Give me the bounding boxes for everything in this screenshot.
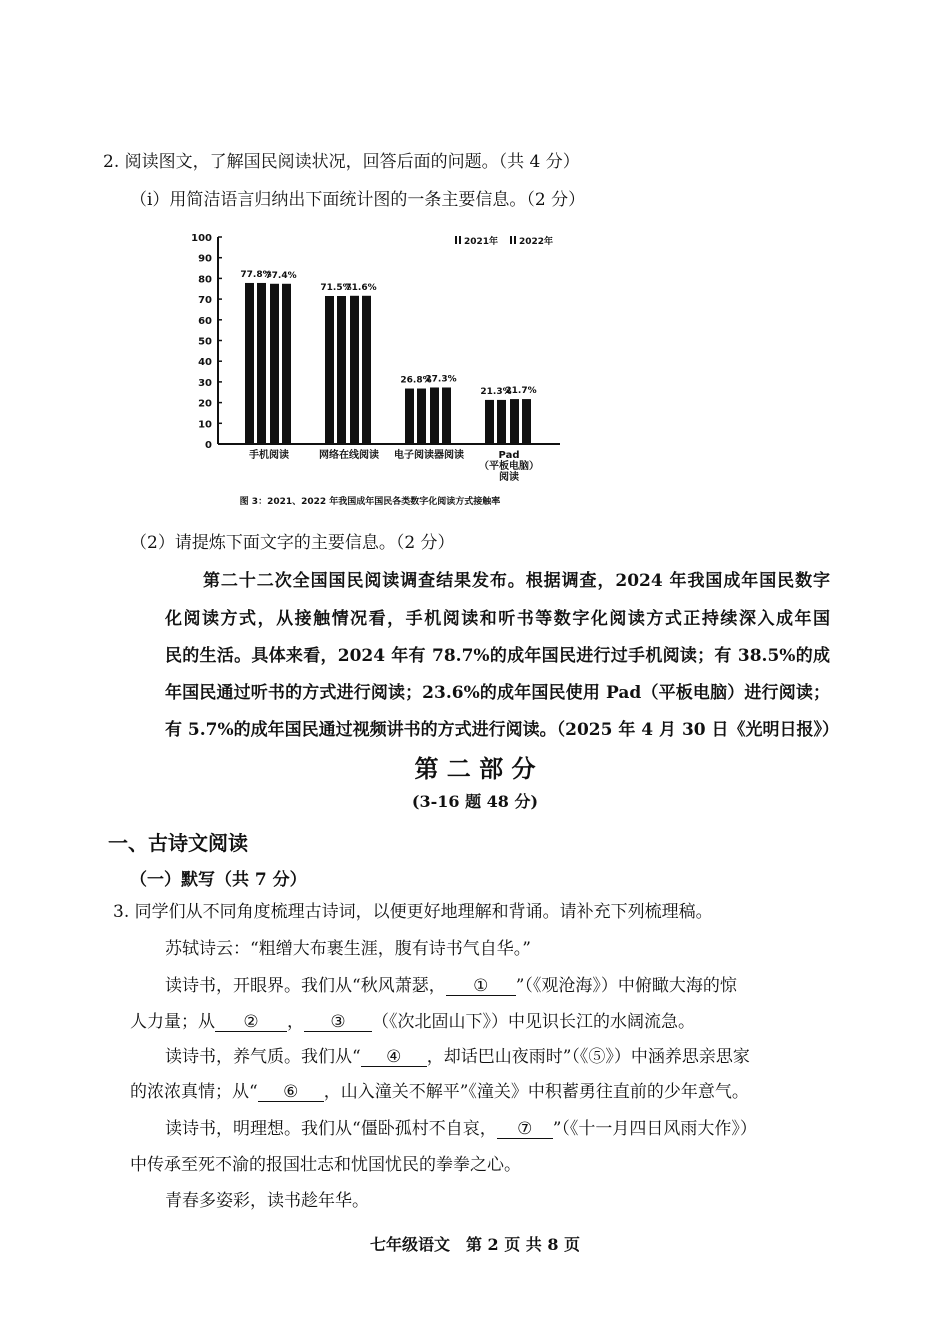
x-tick-label: 手机阅读 xyxy=(249,450,289,461)
data-label: 77.4% xyxy=(265,270,297,281)
y-tick-label: 90 xyxy=(198,253,212,265)
data-label: 21.3% xyxy=(480,386,512,397)
y-tick-label: 70 xyxy=(198,295,212,307)
bar xyxy=(245,283,254,444)
bar xyxy=(497,400,506,444)
legend-label: 2021年 xyxy=(464,237,499,247)
x-tick-label: （平板电脑） xyxy=(479,461,539,472)
x-tick-label: 网络在线阅读 xyxy=(319,450,379,461)
text: ，山入潼关不解平”《潼关》中积蓄勇往直前的少年意气。 xyxy=(323,1082,749,1102)
bar xyxy=(405,389,414,444)
bar xyxy=(270,284,279,444)
legend-swatch xyxy=(510,236,512,244)
bar xyxy=(442,387,451,444)
y-tick-label: 30 xyxy=(198,377,212,389)
blank-3[interactable]: ③ xyxy=(304,1013,372,1032)
y-tick-label: 40 xyxy=(198,357,212,369)
y-tick-label: 60 xyxy=(198,315,212,327)
y-tick-label: 100 xyxy=(191,233,212,244)
text: 读诗书，养气质。我们从“ xyxy=(165,1047,361,1067)
data-label: 26.8% xyxy=(400,375,432,386)
paragraph-line: 民的生活。具体来看，2024 年有 78.7%的成年国民进行过手机阅读；有 38.5%的成 xyxy=(165,646,830,666)
bar xyxy=(282,284,291,444)
blank-6[interactable]: ⑥ xyxy=(258,1083,324,1102)
x-tick-label: 电子阅读器阅读 xyxy=(394,450,464,461)
text: 人力量；从 xyxy=(130,1012,215,1032)
bar xyxy=(430,387,439,444)
legend-swatch xyxy=(459,236,461,244)
part-title: 第 二 部 分 xyxy=(414,754,536,783)
paragraph-line: 第二十二次全国国民阅读调查结果发布。根据调查，2024 年我国成年国民数字 xyxy=(203,571,830,591)
blank-7[interactable]: ⑦ xyxy=(497,1120,553,1139)
text: 的浓浓真情；从“ xyxy=(130,1082,258,1102)
y-tick-label: 10 xyxy=(198,419,212,431)
part-subtitle: (3-16 题 48 分) xyxy=(411,792,539,811)
question-3-title: 3. 同学们从不同角度梳理古诗词，以便更好地理解和背诵。请补充下列梳理稿。 xyxy=(113,902,713,922)
y-tick-label: 50 xyxy=(198,336,212,348)
bar xyxy=(337,296,346,444)
bar xyxy=(325,296,334,444)
page-footer: 七年级语文 第 2 页 共 8 页 xyxy=(369,1235,581,1254)
y-tick-label: 0 xyxy=(205,440,212,451)
paragraph-line: 化阅读方式，从接触情况看，手机阅读和听书等数字化阅读方式正持续深入成年国 xyxy=(165,609,830,629)
x-tick-label: Pad xyxy=(498,450,520,461)
bar xyxy=(362,296,371,444)
legend-label: 2022年 xyxy=(519,237,554,247)
text: （《次北固山下》）中见识长江的水阔流急。 xyxy=(372,1012,695,1032)
text: 青春多姿彩，读书趁年华。 xyxy=(165,1191,369,1211)
question-2-sub2: （2）请提炼下面文字的主要信息。（2 分） xyxy=(130,533,455,553)
blank-2[interactable]: ② xyxy=(215,1013,287,1032)
text: ，却话巴山夜雨时”（《⑤》）中涵养思亲思家 xyxy=(426,1047,750,1067)
legend-swatch xyxy=(514,236,516,244)
data-label: 27.3% xyxy=(425,374,457,385)
question-2-sub1: （i）用简洁语言归纳出下面统计图的一条主要信息。（2 分） xyxy=(130,190,586,210)
bar xyxy=(257,283,266,444)
question-2-title: 2. 阅读图文，了解国民阅读状况，回答后面的问题。（共 4 分） xyxy=(103,152,580,172)
data-label: 21.7% xyxy=(505,386,537,397)
blank-4[interactable]: ④ xyxy=(361,1048,427,1067)
text: ”（《观沧海》）中俯瞰大海的惊 xyxy=(515,976,737,996)
section-subtitle: （一）默写（共 7 分） xyxy=(130,870,307,890)
text: 中传承至死不渝的报国壮志和忧国忧民的拳拳之心。 xyxy=(130,1155,521,1175)
bar xyxy=(510,399,519,444)
data-label: 71.5% xyxy=(320,282,352,293)
bar xyxy=(522,399,531,444)
bar xyxy=(417,389,426,444)
y-tick-label: 20 xyxy=(198,398,212,410)
x-tick-label: 阅读 xyxy=(499,472,519,483)
bar-chart xyxy=(190,228,570,518)
text: ”（《十一月四日风雨大作》） xyxy=(552,1119,757,1139)
legend-swatch xyxy=(455,236,457,244)
section-title: 一、古诗文阅读 xyxy=(108,831,248,855)
data-label: 71.6% xyxy=(345,282,377,293)
data-label: 77.8% xyxy=(240,269,272,280)
chart-caption: 图 3：2021、2022 年我国成年国民各类数字化阅读方式接触率 xyxy=(239,497,501,507)
text: 读诗书，开眼界。我们从“秋风萧瑟， xyxy=(165,976,446,996)
paragraph-line: 有 5.7%的成年国民通过视频讲书的方式进行阅读。（2025 年 4 月 30 日《光明日报》） xyxy=(165,720,840,740)
text: ， xyxy=(287,1012,304,1032)
paragraph-line: 年国民通过听书的方式进行阅读；23.6%的成年国民使用 Pad（平板电脑）进行阅读； xyxy=(165,683,830,703)
y-tick-label: 80 xyxy=(198,274,212,286)
quote-line: 苏轼诗云：“粗缯大布裹生涯，腹有诗书气自华。” xyxy=(165,939,531,959)
bar xyxy=(485,400,494,444)
blank-1[interactable]: ① xyxy=(446,977,516,996)
text: 读诗书，明理想。我们从“僵卧孤村不自哀， xyxy=(165,1119,497,1139)
bar xyxy=(350,296,359,444)
